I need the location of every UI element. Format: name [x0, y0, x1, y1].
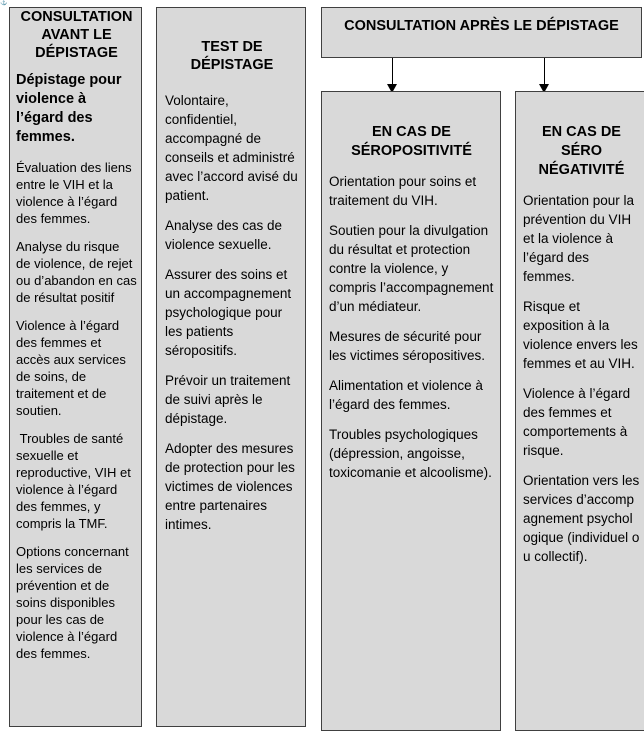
- list-item: Orientation pour la prévention du VIH et la violence à l’égard des femmes.: [523, 193, 635, 284]
- box-consultation-apres: [321, 7, 642, 58]
- box-consultation-avant: [9, 7, 142, 727]
- box-title: CONSULTATION AVANT LE DÉPISTAGE: [20, 9, 133, 61]
- anchor-mark-icon: ⚓: [0, 0, 8, 6]
- list-item: Orientation vers les services d’accompagnement psychologique (individuel ou collectif).: [523, 473, 640, 564]
- arrow-line: [544, 58, 545, 85]
- box-seronegativite: [515, 91, 644, 731]
- list-item: Troubles de santé sexuelle et reproductive, VIH et violence à l’égard des femmes, y compris la TMF.: [16, 431, 135, 531]
- list-item: Adopter des mesures de protection pour les victimes de violences entre partenaires intimes.: [165, 441, 295, 532]
- box-title: TEST DE DÉPISTAGE: [190, 39, 274, 73]
- box-title: CONSULTATION APRÈS LE DÉPISTAGE: [344, 18, 619, 34]
- list-item: Soutien pour la divulgation du résultat et protection contre la violence, y compris l’accompagnement d’un médiateur.: [329, 223, 494, 314]
- list-item: Alimentation et violence à l’égard des femmes.: [329, 378, 483, 412]
- list-item: Analyse des cas de violence sexuelle.: [165, 218, 283, 252]
- list-item: Troubles psychologiques (dépression, angoisse, toxicomanie et alcoolisme).: [329, 427, 492, 480]
- box-title: EN CAS DE SÉRO NÉGATIVITÉ: [538, 124, 625, 178]
- list-item: Violence à l’égard des femmes et accès aux services de soins, de traitement et de soutien.: [16, 318, 126, 418]
- list-item: Orientation pour soins et traitement du VIH.: [329, 174, 477, 208]
- box-seropositivite: [321, 91, 501, 731]
- list-item: Violence à l’égard des femmes et comportements à risque.: [523, 386, 631, 458]
- subtitle-end: .: [70, 129, 75, 145]
- list-item: Prévoir un traitement de suivi après le dépistage.: [165, 373, 291, 426]
- list-item: Options concernant les services de prévention et de soins disponibles pour les cas de violence à l’égard des femmes.: [16, 544, 129, 661]
- list-item: Analyse du risque de violence, de rejet ou d’abandon en cas de résultat positif: [16, 239, 137, 305]
- list-item: Mesures de sécurité pour les victimes séropositives.: [329, 329, 486, 363]
- list-item: Risque et exposition à la violence envers les femmes et au VIH.: [523, 299, 638, 371]
- box-test-depistage: [156, 7, 306, 727]
- box-title: EN CAS DE SÉROPOSITIVITÉ: [351, 124, 472, 159]
- subtitle-bold: Dépistage pour violence à l’égard des femmes: [16, 72, 122, 145]
- list-item: Assurer des soins et un accompagnement psychologique pour les patients séropositifs.: [165, 267, 292, 358]
- list-item: Volontaire, confidentiel, accompagné de conseils et administré avec l’accord avisé du patient.: [165, 93, 298, 203]
- list-item: Évaluation des liens entre le VIH et la violence à l’égard des femmes.: [16, 160, 132, 226]
- box-subtitle: [16, 71, 137, 147]
- arrow-line: [392, 58, 393, 85]
